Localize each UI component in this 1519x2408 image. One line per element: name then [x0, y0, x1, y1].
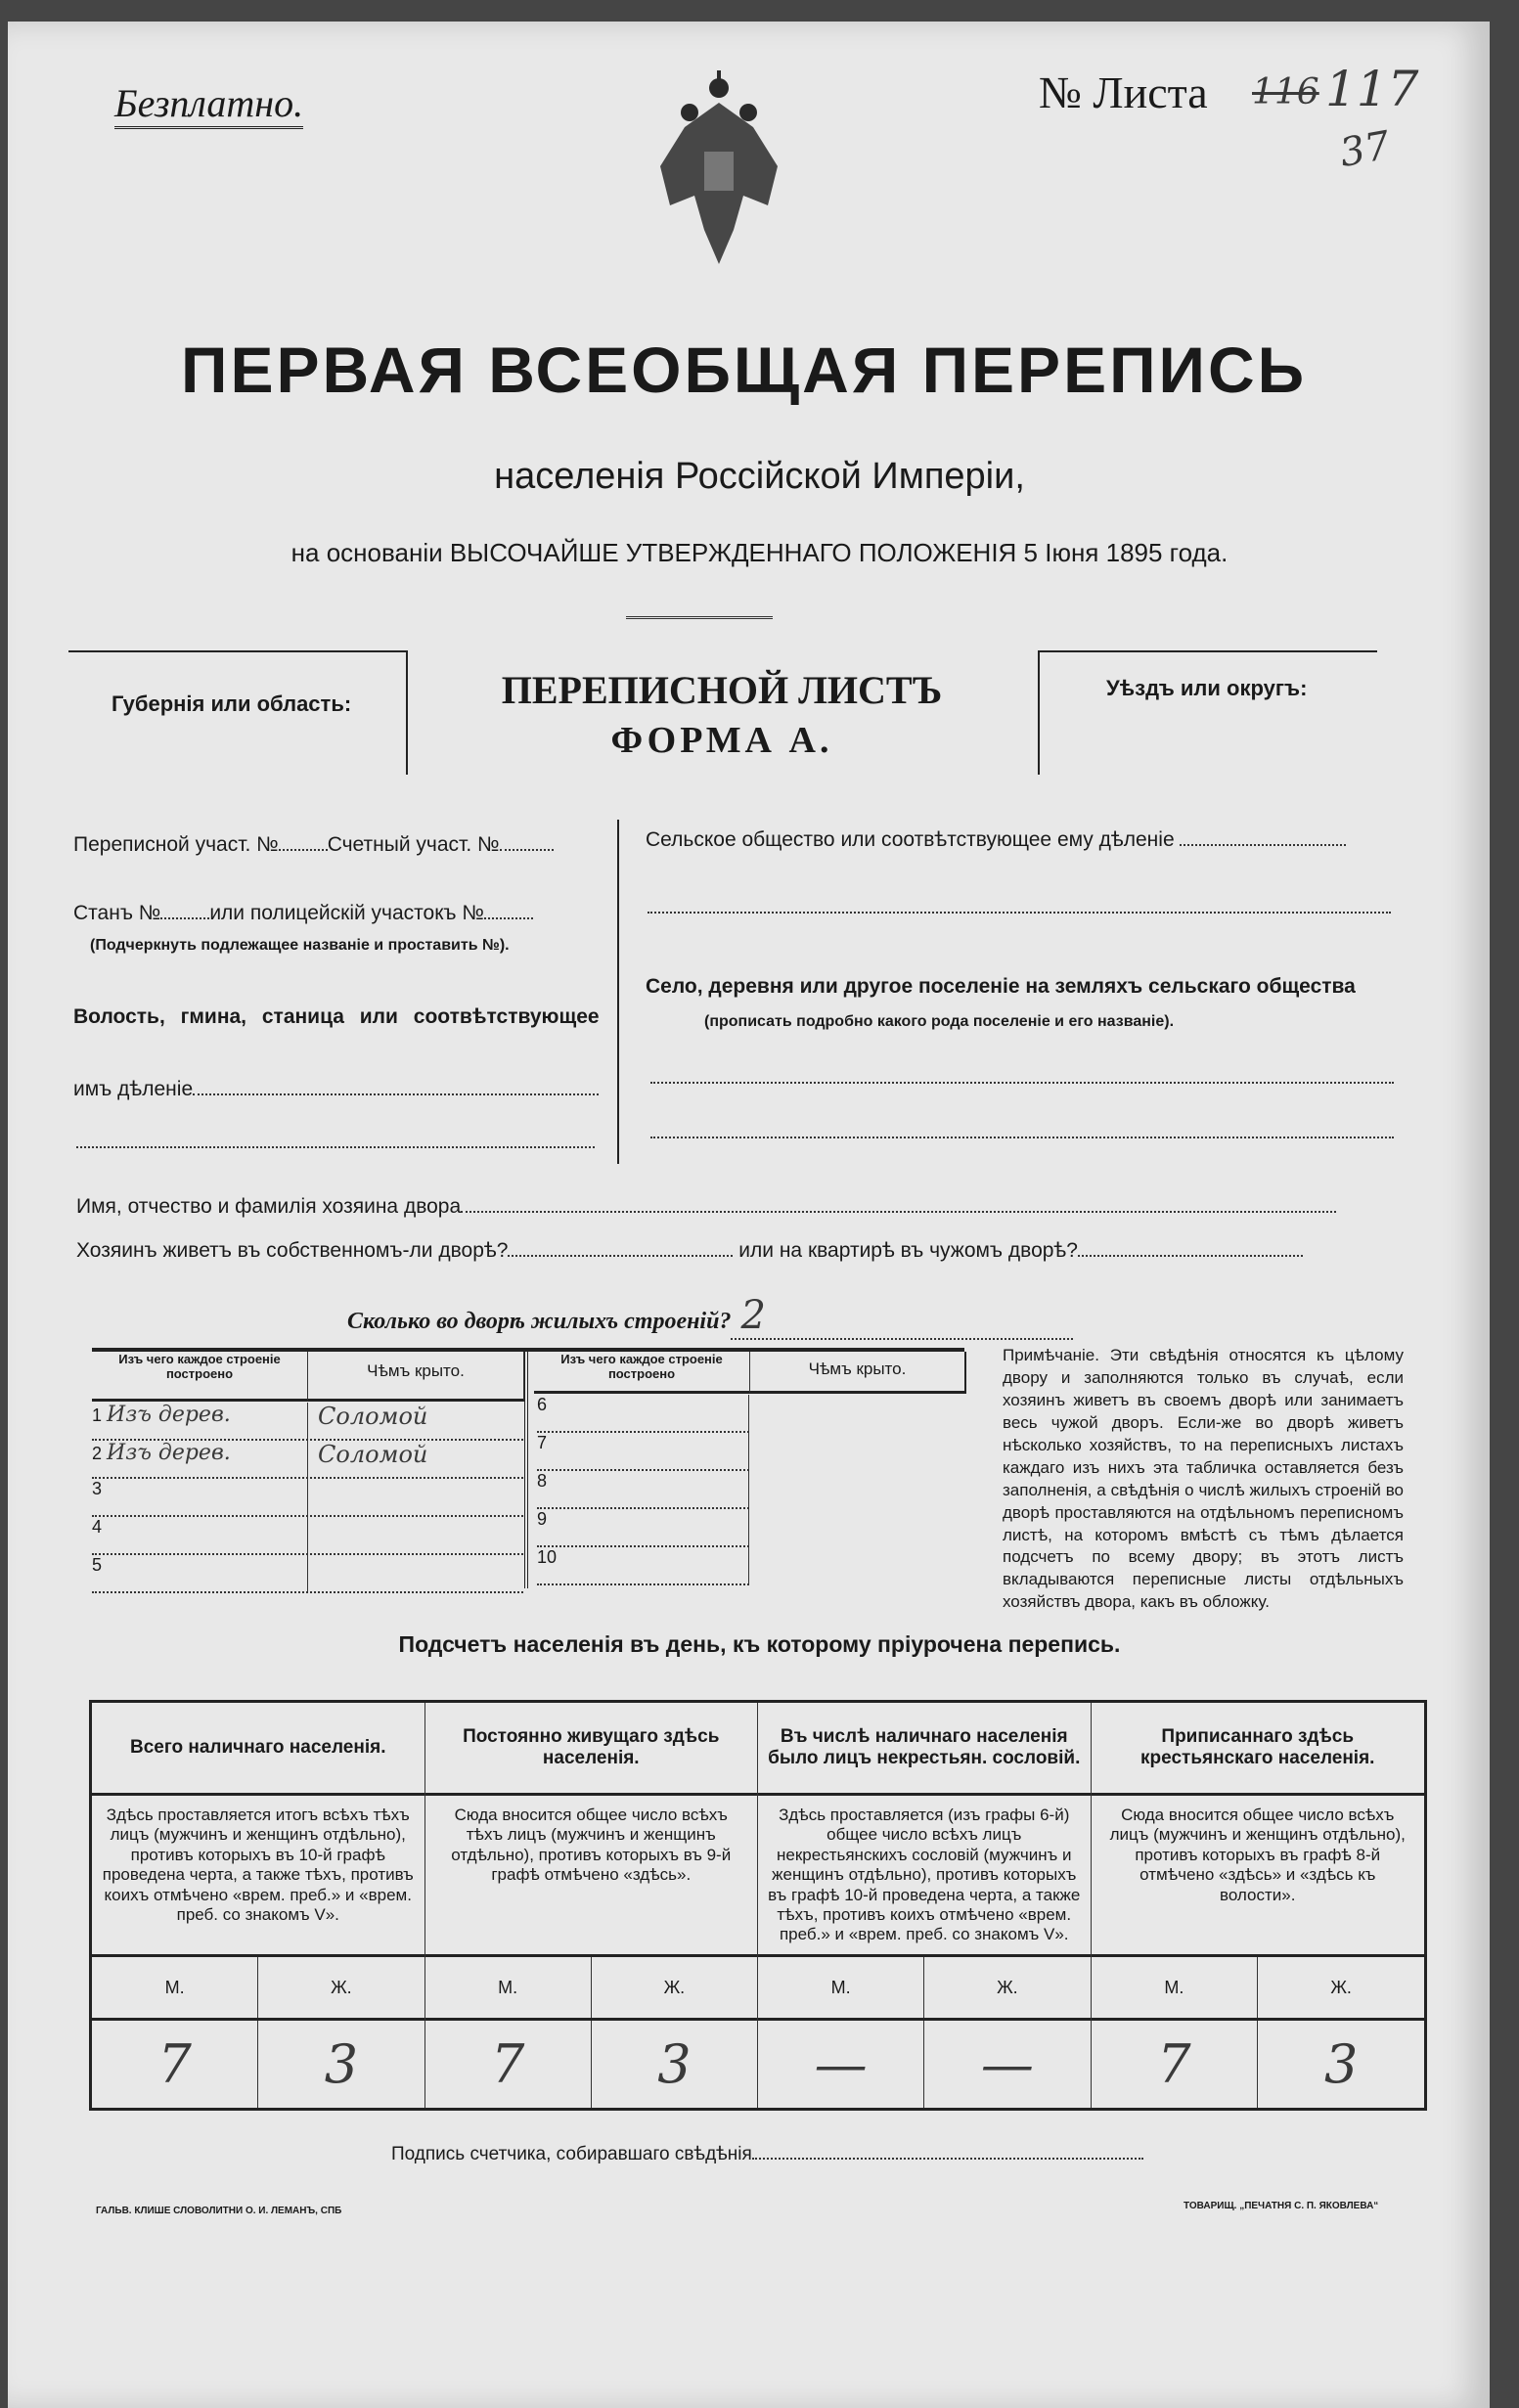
- row-number: 6: [537, 1395, 749, 1433]
- page-title: ПЕРВАЯ ВСЕОБЩАЯ ПЕРЕПИСЬ: [181, 334, 1308, 406]
- buildings-note: Примѣчаніе. Эти свѣдѣнія относятся къ цѣлому двору и заполняются только въ случаѣ, если хозяинъ живетъ въ своемъ дворѣ или занимаетъ весь чужой дворъ. Если-же во дворѣ живетъ нѣсколько хозяйствъ, то на переписныхъ листахъ каждаго изъ нихъ эта табличка оставляется безъ заполненія, а свѣдѣнія о числѣ жилыхъ строеній во дворѣ проставляются на отдѣльномъ переписномъ листѣ, на которомъ вмѣстѣ съ тѣмъ дѣлается подсчетъ по всему двору; въ этотъ листъ вкладываются переписные листы отдѣльныхъ хозяйствъ двора, какъ въ обложку.: [1003, 1346, 1404, 1612]
- column-header: Приписаннаго здѣсь крестьянскаго населенія.: [1092, 1703, 1425, 1796]
- male-count[interactable]: 7: [1092, 2021, 1259, 2108]
- form-name: ФОРМА А.: [610, 720, 833, 761]
- buildings-count-label: Сколько во дворѣ жилыхъ строеній?: [347, 1309, 732, 1334]
- female-label: Ж.: [997, 1977, 1018, 1997]
- male-count[interactable]: 7: [92, 2021, 258, 2108]
- signature-label: Подпись счетчика, собиравшаго свѣдѣнія: [391, 2144, 752, 2164]
- society-label: Сельское общество или соотвѣтствующее ему дѣленіе: [646, 828, 1175, 851]
- col-material-header: Изъ чего каждое строеніе построено: [92, 1352, 308, 1402]
- footer-left: ГАЛЬВ. КЛИШЕ СЛОВОЛИТНИ О. И. ЛЕМАНЪ, СПБ: [96, 2206, 342, 2216]
- volost-label: Волость, гмина, станица или соотвѣтствующее: [73, 1005, 600, 1028]
- stan-field[interactable]: [160, 917, 209, 919]
- male-count[interactable]: 7: [425, 2021, 592, 2108]
- column-description: Сюда вносится общее число всѣхъ лицъ (мужчинъ и женщинъ отдѣльно), противъ которыхъ въ графѣ 8-й отмѣчено «здѣсь» и «здѣсь къ волости».: [1092, 1796, 1425, 1957]
- village-field-2[interactable]: [650, 1137, 1394, 1138]
- stan-note: (Подчеркнуть подлежащее названіе и проставить №).: [90, 937, 510, 954]
- province-label: Губернія или область:: [112, 691, 352, 716]
- female-count[interactable]: 3: [1323, 2033, 1359, 2095]
- count-column-total: [92, 1703, 425, 2108]
- owner-own-yard-field[interactable]: [508, 1255, 733, 1257]
- province-box: [68, 650, 408, 775]
- count-area-field[interactable]: [500, 849, 554, 851]
- col-material-header-2: Изъ чего каждое строеніе построено: [534, 1352, 750, 1394]
- male-label: М.: [92, 1957, 258, 2018]
- sheet-number-label: № Листа: [1039, 67, 1208, 117]
- table-row: [92, 1441, 523, 1479]
- female-count[interactable]: —: [980, 2033, 1034, 2095]
- male-label: М.: [425, 1957, 592, 2018]
- column-header: Постоянно живущаго здѣсь населенія.: [425, 1703, 758, 1796]
- village-note: (прописать подробно какого рода поселеніе и его названіе).: [704, 1013, 1175, 1030]
- signature-field[interactable]: [752, 2158, 1143, 2160]
- row-number: 1: [92, 1405, 103, 1425]
- legal-basis: на основаніи ВЫСОЧАЙШЕ УТВЕРЖДЕННАГО ПОЛОЖЕНІЯ 5 Іюня 1895 года.: [290, 538, 1229, 567]
- society-field[interactable]: [1180, 844, 1346, 846]
- village-label: Село, деревня или другое поселеніе на земляхъ сельскаго общества: [646, 975, 1356, 998]
- table-row: [92, 1403, 523, 1441]
- sheet-number: 117: [1325, 61, 1419, 117]
- buildings-count-value[interactable]: 2: [731, 1293, 1073, 1340]
- buildings-table: [92, 1348, 964, 1588]
- page-subtitle: населенія Россійской Имперіи,: [494, 456, 1025, 497]
- roof-value: Соломой: [318, 1403, 428, 1430]
- owner-name-field[interactable]: [461, 1211, 1336, 1213]
- sheet-number-crossed: 116: [1252, 72, 1319, 112]
- male-label: М.: [758, 1957, 924, 2018]
- district-box: [1038, 650, 1377, 775]
- female-label: Ж.: [1330, 1977, 1352, 1997]
- census-area-field[interactable]: [279, 849, 328, 851]
- row-number: 4: [92, 1517, 308, 1553]
- owner-name-label: Имя, отчество и фамилія хозяина двора: [76, 1195, 462, 1218]
- table-double-divider: [524, 1348, 528, 1588]
- row-number: 3: [92, 1479, 308, 1515]
- ornament-divider: [626, 616, 773, 619]
- col-roof-header: Чѣмъ крыто.: [308, 1352, 524, 1402]
- village-field[interactable]: [650, 1082, 1394, 1084]
- female-count[interactable]: 3: [324, 2033, 359, 2095]
- column-header: Всего наличнаго населенія.: [92, 1703, 424, 1796]
- female-label: Ж.: [663, 1977, 686, 1997]
- police-area-field[interactable]: [484, 917, 533, 919]
- row-number: 9: [537, 1509, 749, 1547]
- volost-field[interactable]: [193, 1093, 599, 1095]
- owner-own-yard-label: Хозяинъ живетъ въ собственномъ-ли дворѣ?: [76, 1239, 509, 1262]
- census-area-label: Переписной участ. №: [73, 833, 279, 856]
- society-field-2[interactable]: [648, 912, 1391, 914]
- population-count-table: [89, 1700, 1427, 2111]
- male-count[interactable]: —: [758, 2021, 924, 2108]
- female-count[interactable]: 3: [657, 2033, 692, 2095]
- buildings-rows-left: [92, 1403, 523, 1593]
- material-value: Изъ дерев.: [107, 1403, 231, 1427]
- count-column-registered-peasant: [1092, 1703, 1425, 2108]
- column-description: Здѣсь проставляется (изъ графы 6-й) общее число всѣхъ лицъ некрестьянскихъ сословій (мужчинъ и женщинъ отдѣльно), противъ которыхъ въ графѣ 10-й проведена черта, а также тѣхъ, противъ коихъ отмѣчено «врем. преб.» и «врем. преб. со знакомъ V».: [758, 1796, 1091, 1957]
- material-value: Изъ дерев.: [107, 1441, 231, 1465]
- free-label: Безплатно.: [114, 80, 303, 129]
- table-row: [92, 1479, 523, 1517]
- imperial-eagle-icon: [646, 68, 792, 274]
- owner-rent-field[interactable]: [1078, 1255, 1303, 1257]
- column-description: Здѣсь проставляется итогъ всѣхъ тѣхъ лицъ (мужчинъ и женщинъ отдѣльно), противъ которыхъ въ 10-й графѣ проведена черта, а также тѣхъ, противъ коихъ отмѣчено «врем. преб.» и «врем. преб. со знакомъ V».: [92, 1796, 424, 1957]
- stan-label: Станъ №: [73, 902, 161, 924]
- column-description: Сюда вносится общее число всѣхъ тѣхъ лицъ (мужчинъ и женщинъ отдѣльно), противъ которыхъ въ 9-й графѣ отмѣчено «здѣсь».: [425, 1796, 758, 1957]
- footer-right: ТОВАРИЩ. „ПЕЧАТНЯ С. П. ЯКОВЛЕВА“: [1184, 2201, 1379, 2211]
- female-label: Ж.: [331, 1977, 352, 1997]
- buildings-rows-right: [537, 1395, 964, 1585]
- col-roof-header-2: Чѣмъ крыто.: [750, 1352, 966, 1394]
- row-number: 2: [92, 1444, 103, 1463]
- volost-cont-label: имъ дѣленіе: [73, 1078, 194, 1100]
- table-row: [92, 1555, 523, 1593]
- male-label: М.: [1092, 1957, 1259, 2018]
- sheet-title: ПЕРЕПИСНОЙ ЛИСТЪ: [501, 668, 943, 712]
- row-number: 5: [92, 1555, 308, 1591]
- district-label: Уѣздъ или округъ:: [1106, 676, 1308, 700]
- police-area-label: или полицейскій участокъ №: [209, 902, 484, 924]
- column-header: Въ числѣ наличнаго населенія было лицъ некрестьян. сословій.: [758, 1703, 1091, 1796]
- table-row: [92, 1517, 523, 1555]
- row-number: 7: [537, 1433, 749, 1471]
- volost-field-2[interactable]: [76, 1146, 595, 1148]
- count-column-non-peasant: [758, 1703, 1092, 2108]
- sheet-number-secondary: 37: [1336, 122, 1394, 177]
- count-title: Подсчетъ населенія въ день, къ которому пріурочена перепись.: [398, 1631, 1121, 1657]
- count-column-permanent: [425, 1703, 759, 2108]
- row-number: 8: [537, 1471, 749, 1509]
- row-number: 10: [537, 1547, 749, 1585]
- roof-value: Соломой: [318, 1441, 428, 1468]
- count-area-label: Счетный участ. №: [327, 833, 500, 856]
- owner-rent-label: или на квартирѣ въ чужомъ дворѣ?: [738, 1239, 1078, 1262]
- vertical-divider: [617, 820, 619, 1164]
